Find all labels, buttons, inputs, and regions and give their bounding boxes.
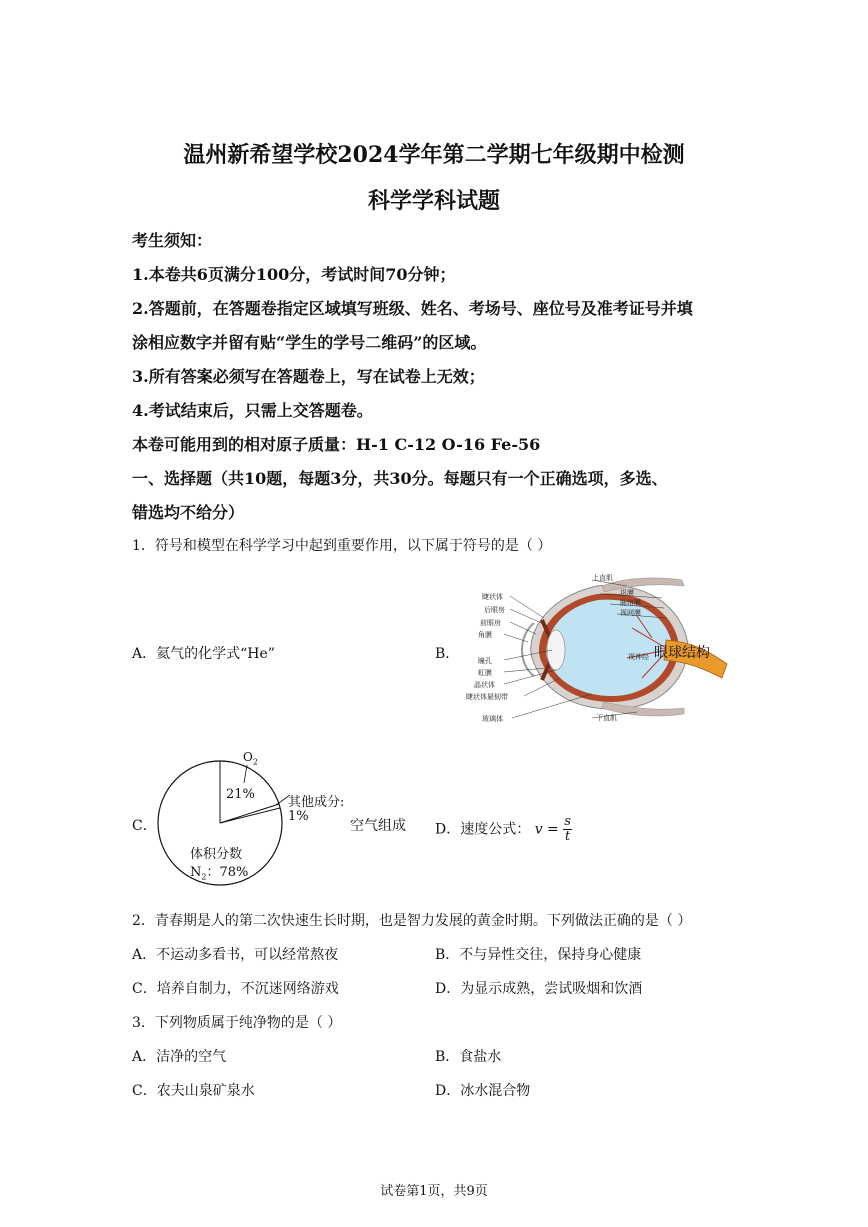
notice-item: 4.考试结束后，只需上交答题卷。 xyxy=(132,401,373,420)
o2-pointer xyxy=(244,765,247,783)
eye-label-pupil: 瞳孔 xyxy=(478,658,492,665)
pie-o2-label: $O_2$ xyxy=(243,750,258,767)
q1-option-d xyxy=(435,815,572,844)
q2-option-b: B．不与异性交往，保持身心健康 xyxy=(435,947,642,963)
eye-label-anterior-chamber: 前眼房 xyxy=(480,620,501,627)
eye-label-cornea: 角膜 xyxy=(478,632,492,639)
option-d-prefix: D．速度公式： xyxy=(435,821,531,838)
pie-divider-other-1 xyxy=(220,804,279,823)
eye-label-bottom-muscle: 下直肌 xyxy=(596,715,617,722)
notice-item: 1.本卷共6页满分100分，考试时间70分钟； xyxy=(132,265,456,284)
section-heading-cont: 错选均不给分） xyxy=(132,503,245,522)
notice-heading: 考生须知： xyxy=(132,231,213,250)
notice-item: 涂相应数字并留有贴“学生的学号二维码”的区域。 xyxy=(132,333,487,352)
formula-denominator: t xyxy=(564,829,571,844)
question-1-stem: 1．符号和模型在科学学习中起到重要作用，以下属于符号的是（ ） xyxy=(132,538,552,554)
q3-option-c: C．农夫山泉矿泉水 xyxy=(132,1083,255,1099)
q1-option-b-letter: B． xyxy=(435,646,460,662)
eye-caption: 眼球结构 xyxy=(654,645,710,661)
eye-label-choroid: 脉络膜 xyxy=(620,600,641,607)
formula-numerator: s xyxy=(564,814,571,829)
q2-option-d: D．为显示成熟，尝试吸烟和饮酒 xyxy=(435,981,643,997)
pie-other-value: 1% xyxy=(288,809,309,824)
eye-label-zonule: 睫状体悬韧带 xyxy=(466,694,508,701)
q1-option-c-letter: C． xyxy=(132,818,157,834)
q3-option-a: A．洁净的空气 xyxy=(132,1049,227,1065)
q1-option-a: A．氦气的化学式“He” xyxy=(132,646,275,662)
formula-fraction xyxy=(563,815,572,844)
page-footer: 试卷第1页，共9页 xyxy=(380,1184,488,1199)
notice-item: 3.所有答案必须写在答题卷上，写在试卷上无效； xyxy=(132,367,485,386)
atomic-mass-note: 本卷可能用到的相对原子质量：H-1 C-12 O-16 Fe-56 xyxy=(132,435,541,454)
eye-label-retina: 视网膜 xyxy=(620,610,641,617)
section-heading: 一、选择题（共10题，每题3分，共30分。每题只有一个正确选项，多选、 xyxy=(132,469,668,488)
pie-center-label: 体积分数 xyxy=(190,847,243,862)
pie-divider-other-2 xyxy=(220,808,280,823)
question-2-stem: 2．青春期是人的第二次快速生长时期，也是智力发展的黄金时期。下列做法正确的是（ ） xyxy=(132,913,692,929)
eye-label-posterior-chamber: 后眼房 xyxy=(484,607,505,614)
pie-o2-value: 21% xyxy=(226,787,255,802)
q2-option-c: C．培养自制力，不沉迷网络游戏 xyxy=(132,981,339,997)
formula-lhs: v xyxy=(534,821,543,838)
notice-item: 2.答题前，在答题卷指定区域填写班级、姓名、考场号、座位号及准考证号并填 xyxy=(132,299,693,318)
exam-title: 温州新希望学校2024学年第二学期七年级期中检测 xyxy=(183,142,685,168)
air-composition-pie xyxy=(150,755,370,895)
pie-caption: 空气组成 xyxy=(350,818,406,834)
q2-option-a: A．不运动多看书，可以经常熬夜 xyxy=(132,947,339,963)
eye-label-iris: 虹膜 xyxy=(478,670,492,677)
eye-label-optic-nerve: 视神经 xyxy=(628,654,649,661)
exam-subtitle: 科学学科试题 xyxy=(367,188,500,214)
eye-label-top-muscle: 上直肌 xyxy=(592,575,613,582)
eye-label-vitreous: 玻璃体 xyxy=(482,716,503,723)
formula-eq: = xyxy=(542,821,564,838)
eye-label-sclera: 巩膜 xyxy=(620,590,634,597)
pie-other-label: 其他成分: xyxy=(288,795,345,810)
q3-option-d: D．冰水混合物 xyxy=(435,1083,531,1099)
pie-n2-value: $N_2$：78% xyxy=(190,865,249,882)
q3-option-b: B．食盐水 xyxy=(435,1049,502,1065)
question-3-stem: 3．下列物质属于纯净物的是（ ） xyxy=(132,1015,342,1031)
eye-label-lens: 晶状体 xyxy=(474,682,495,689)
eye-label-ciliary-body: 睫状体 xyxy=(482,594,503,601)
